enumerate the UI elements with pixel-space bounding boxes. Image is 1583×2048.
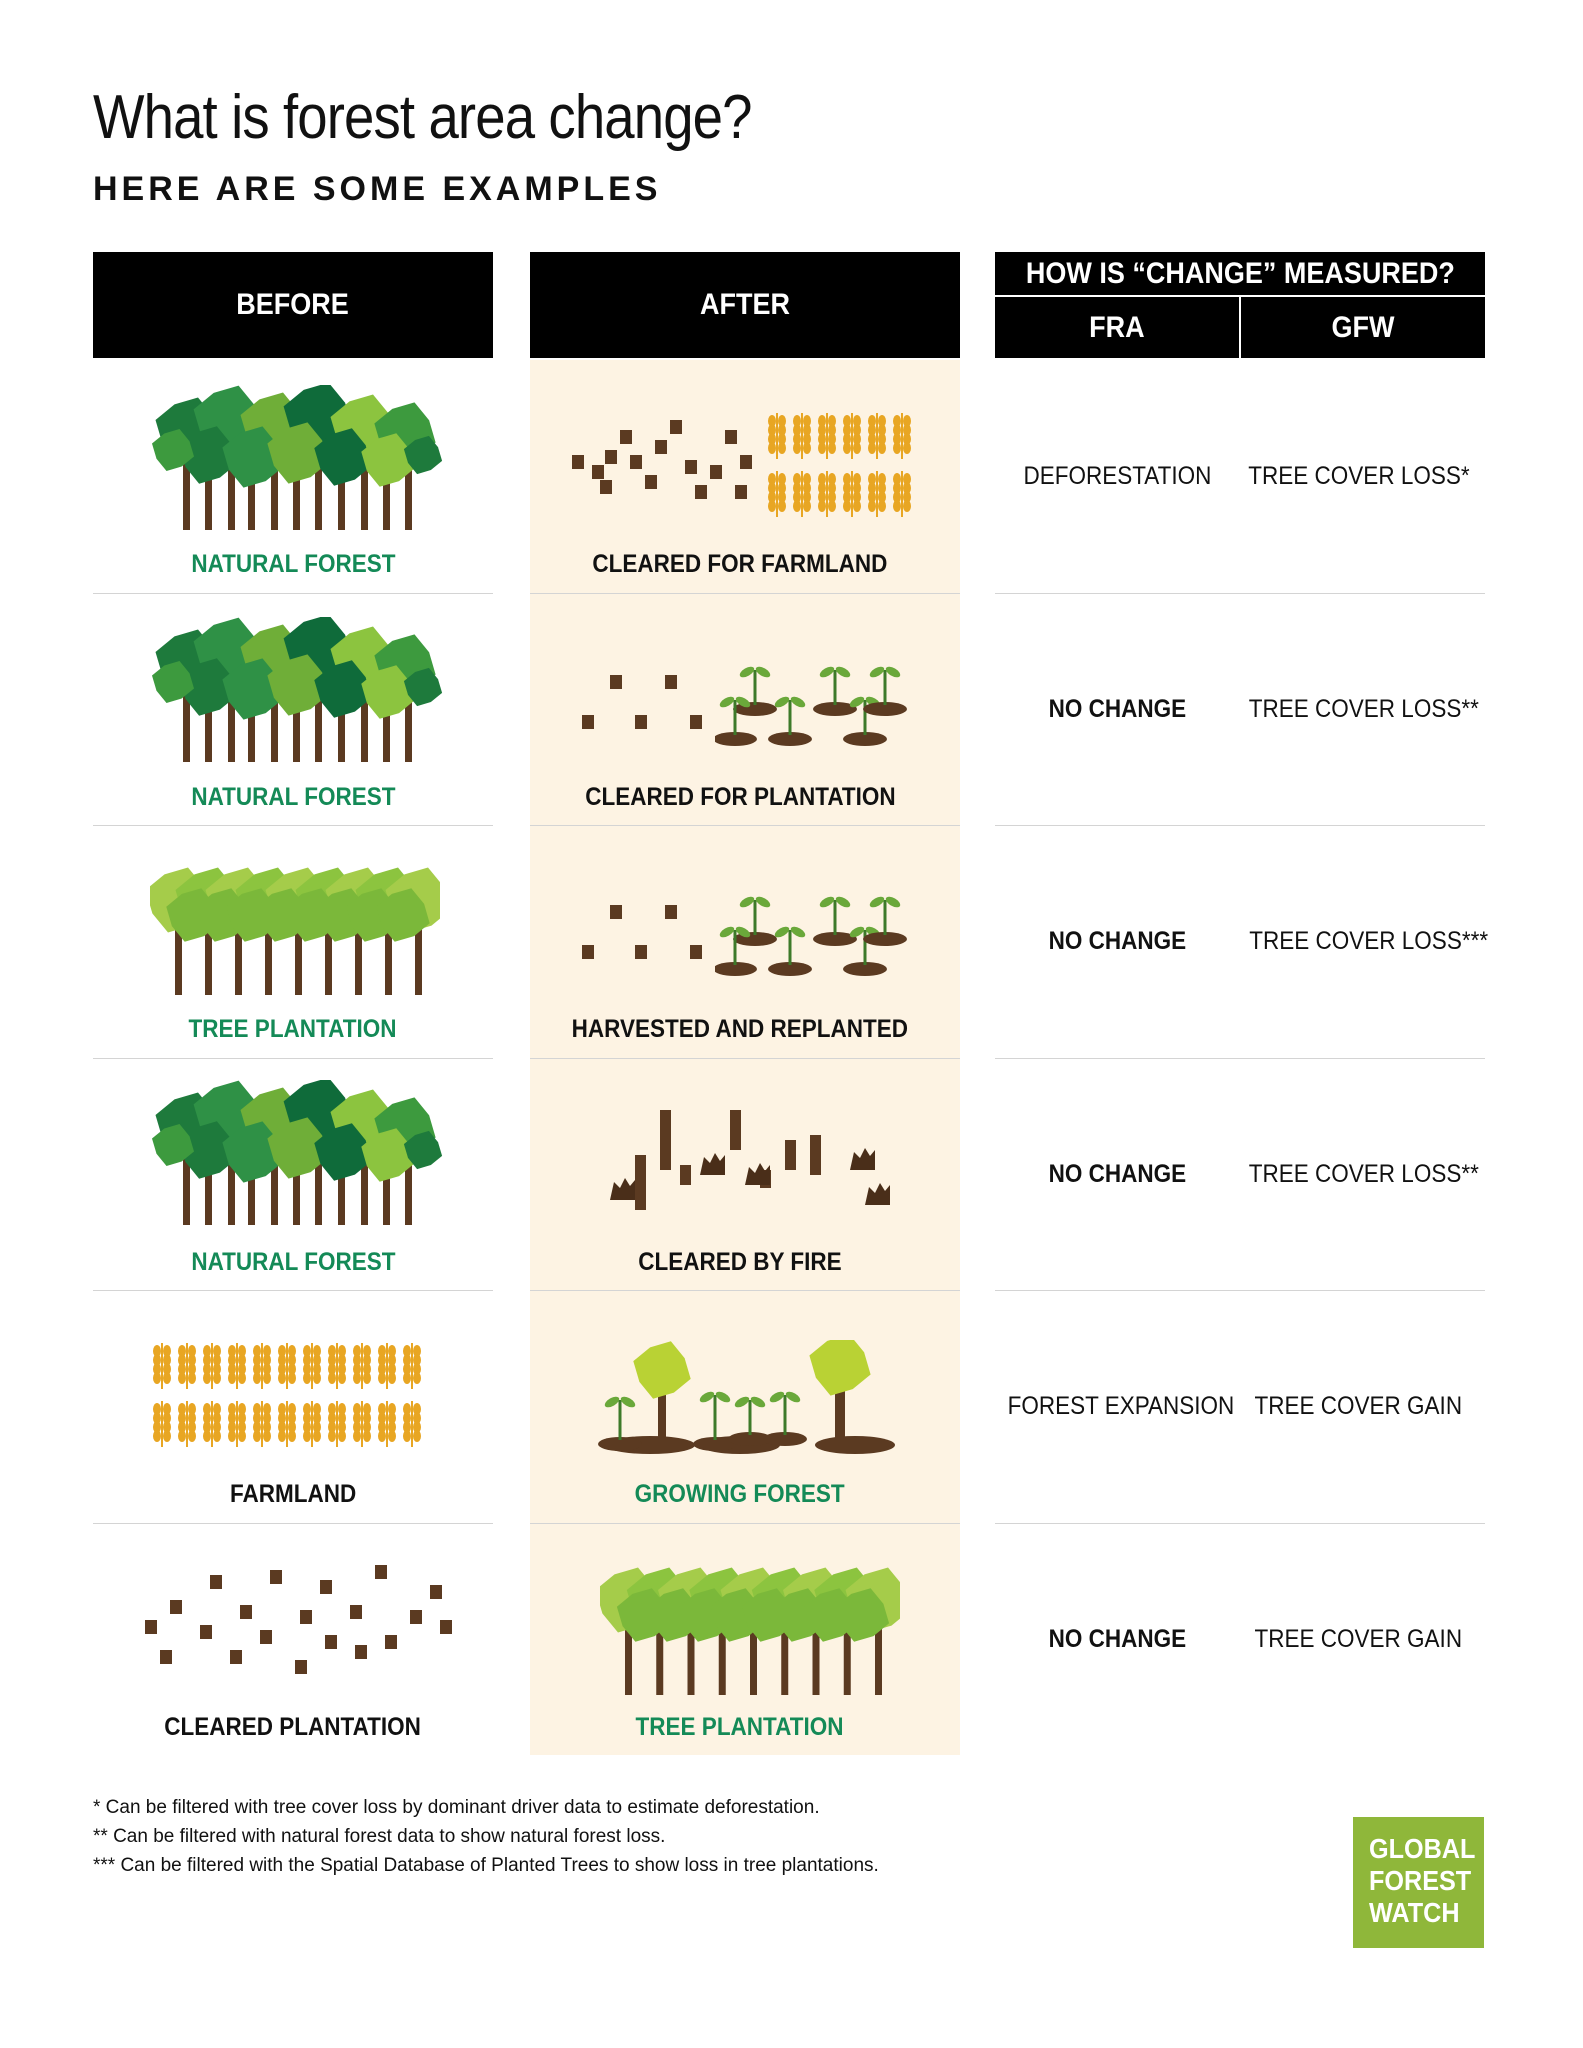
before-label: NATURAL FOREST — [190, 782, 396, 811]
after-label: CLEARED FOR FARMLAND — [592, 550, 888, 578]
stumps-icon — [140, 1565, 460, 1675]
before-header: BEFORE — [93, 252, 493, 358]
fra-header: FRA — [995, 297, 1239, 358]
gfw-measure: TREE COVER GAIN — [1254, 1624, 1462, 1653]
burnt-stumps-icon — [600, 1110, 890, 1220]
before-label: CLEARED PLANTATION — [164, 1712, 422, 1741]
after-header: AFTER — [530, 252, 960, 358]
gfw-measure: TREE COVER LOSS*** — [1249, 927, 1489, 955]
page-title: What is forest area change? — [93, 83, 752, 152]
row-separator — [93, 1290, 493, 1291]
seedlings-icon — [715, 880, 915, 980]
growing-forest-icon — [590, 1340, 900, 1455]
tree-plantation-icon — [600, 1560, 900, 1700]
tree-plantation-icon — [150, 860, 440, 1000]
fra-measure: FOREST EXPANSION — [1007, 1392, 1235, 1420]
fra-measure: NO CHANGE — [1048, 1159, 1186, 1188]
wheat-field-icon — [150, 1335, 435, 1461]
before-label: FARMLAND — [229, 1480, 357, 1508]
row-separator — [93, 593, 493, 594]
gfw-measure: TREE COVER GAIN — [1254, 1392, 1462, 1420]
page-subtitle: HERE ARE SOME EXAMPLES — [93, 170, 662, 208]
after-label: HARVESTED AND REPLANTED — [571, 1015, 909, 1043]
row-separator — [995, 1058, 1485, 1059]
row-separator — [93, 1523, 493, 1524]
row-separator — [530, 1290, 960, 1291]
row-separator — [530, 825, 960, 826]
row-separator — [530, 1523, 960, 1524]
natural-forest-icon — [143, 617, 443, 767]
row-separator — [995, 593, 1485, 594]
after-label: CLEARED BY FIRE — [638, 1247, 842, 1276]
fra-measure: NO CHANGE — [1048, 694, 1186, 723]
natural-forest-icon — [143, 385, 443, 535]
before-label: TREE PLANTATION — [189, 1015, 397, 1043]
wheat-field-icon — [765, 405, 925, 531]
stumps-icon — [580, 905, 710, 975]
row-separator — [995, 1523, 1485, 1524]
after-label: TREE PLANTATION — [636, 1712, 844, 1741]
row-separator — [995, 1290, 1485, 1291]
footnote: ** Can be filtered with natural forest data to show natural forest loss. — [93, 1826, 666, 1847]
before-label: NATURAL FOREST — [190, 1247, 396, 1276]
gfw-header: GFW — [1241, 297, 1485, 358]
footnote: *** Can be filtered with the Spatial Database of Planted Trees to show loss in tree plantations. — [93, 1855, 879, 1876]
row-separator — [530, 1058, 960, 1059]
gfw-measure: TREE COVER LOSS** — [1248, 694, 1479, 723]
row-separator — [93, 825, 493, 826]
gfw-measure: TREE COVER LOSS** — [1248, 1159, 1479, 1188]
row-separator — [93, 1058, 493, 1059]
stumps-icon — [570, 415, 760, 505]
fra-measure: DEFORESTATION — [1023, 462, 1211, 490]
footnote: * Can be filtered with tree cover loss by dominant driver data to estimate deforestation. — [93, 1797, 820, 1818]
after-label: GROWING FOREST — [634, 1480, 845, 1508]
natural-forest-icon — [143, 1080, 443, 1230]
fra-measure: NO CHANGE — [1048, 1624, 1186, 1653]
stumps-icon — [580, 675, 710, 735]
row-separator — [995, 825, 1485, 826]
fra-measure: NO CHANGE — [1048, 927, 1186, 955]
seedlings-icon — [715, 650, 915, 750]
global-forest-watch-logo: GLOBAL FOREST WATCH — [1353, 1817, 1484, 1948]
gfw-measure: TREE COVER LOSS* — [1248, 462, 1470, 490]
row-separator — [530, 593, 960, 594]
measured-header: HOW IS “CHANGE” MEASURED? — [995, 252, 1485, 295]
after-label: CLEARED FOR PLANTATION — [584, 782, 896, 811]
before-label: NATURAL FOREST — [190, 550, 396, 578]
